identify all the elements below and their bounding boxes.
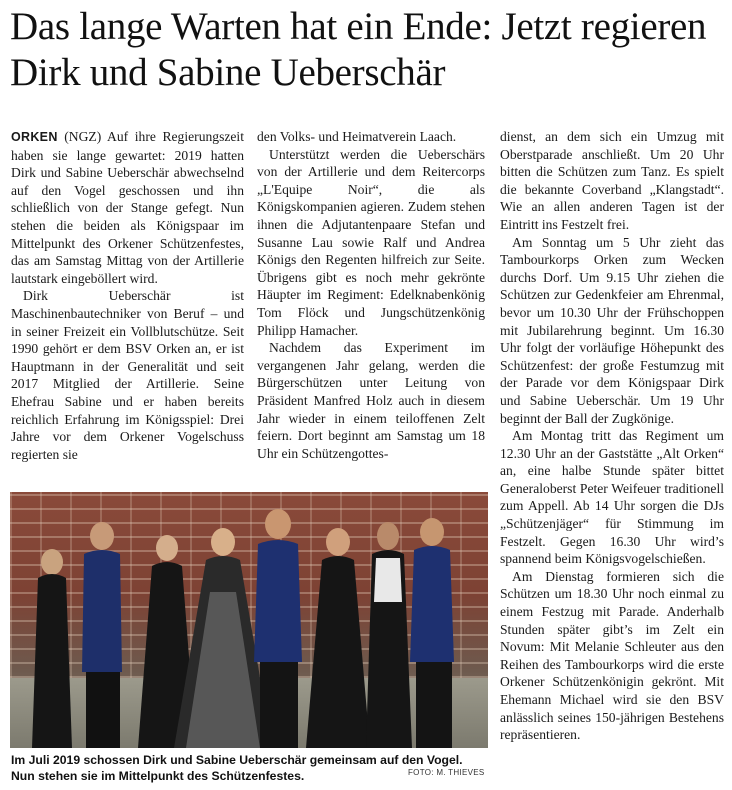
paragraph [11, 128, 244, 287]
paragraph: Am Sonntag um 5 Uhr zieht das Tambourkorps Orken zum Wecken durchs Dorf. Um 9.15 Uhr ziehen die Schützen zur Gedenkfeier am Ehrenmal, bevor um 10.30 Uhr der Frühschoppen mit Jubilarehrung beginnt. Um 16.30 Uhr folgt der vorläufige Höhepunkt des Schützenfest: der große Festumzug mit der Parade vor dem Königspaar Dirk und Sabine Ueberschär. Um 19 Uhr beginnt der Ball der Zugkönige. [500, 234, 724, 426]
article-column-3 [500, 128, 724, 744]
paragraph: dienst, an dem sich ein Umzug mit Oberstparade anschließt. Um 20 Uhr bitten die Schützen zum Tanz. Es spielt die bekannte Coverband „Klangstadt“. Wie an allen anderen Tagen ist der Eintritt ins Festzelt frei. [500, 129, 724, 232]
paragraph: Am Montag tritt das Regiment um 12.30 Uhr an der Gaststätte „Alt Orken“ an, eine halbe Stunde später bittet Generaloberst Peter Weifeuer traditionell zum Appell. Ab 14 Uhr sorgen die DJs „Schützenjäger“ für Stimmung im Festzelt. Gegen 16.30 Uhr wird’s spannend beim Königsvogelschießen. [500, 428, 724, 567]
article-headline: Das lange Warten hat ein Ende: Jetzt regieren Dirk und Sabine Ueberschär [10, 5, 707, 94]
paragraph: Nachdem das Experiment im vergangenen Jahr gelang, werden die Bürgerschützen unter Leitung von Präsident Manfred Holz auch in diesem Jahr wieder in einem teiloffenen Zelt feiern. Dort beginnt am Samstag um 18 Uhr ein Schützengottes- [257, 340, 485, 461]
article-column-1 [11, 128, 244, 463]
paragraph: Am Dienstag formieren sich die Schützen um 18.30 Uhr noch einmal zu einem Festzug mit Parade. Anderhalb Stunden später gibt’s im Zelt ein Novum: Mit Melanie Schleuter aus den Reihen des Tambourkorps wird die erste Orkener Schützenkönigin gekrönt. Mit Ehemann Michael wird sie den BSV anlässlich seines 150-jährigen Bestehens repräsentieren. [500, 568, 724, 743]
photo-caption: Im Juli 2019 schossen Dirk und Sabine Ueberschär gemeinsam auf den Vogel. Nun stehen sie im Mittelpunkt des Schützenfestes. [11, 753, 463, 783]
paragraph: den Volks- und Heimatverein Laach. [257, 129, 457, 144]
article-photo [10, 492, 488, 748]
photo-credit: FOTO: M. THIEVES [408, 768, 485, 777]
group-figures [10, 492, 488, 748]
paragraph-text: (NGZ) Auf ihre Regierungszeit haben sie lange gewartet: 2019 hatten Dirk und Sabine Ueberschär abwechselnd auf den Vogel geschossen und ihn schließlich von der Stange gefegt. Nun stehen die beiden als Königspaar im Mittelpunkt des Orkener Schützenfestes, das am Samstag Mittag von der Artillerie lautstark eingeböllert wird. [11, 129, 244, 286]
dateline: ORKEN [11, 130, 58, 144]
paragraph: Unterstützt werden die Ueberschärs von der Artillerie und dem Reitercorps „L'Equipe Noir“, die als Königskompanien agieren. Zudem stehen ihnen die Adjutantenpaare Stefan und Susanne Lau sowie Ralf und Andrea Königs den Regenten hilfreich zur Seite. Übrigens gibt es noch mehr gekrönte Häupter im Regiment: Edelknabenkönig Tom Flöck und Jungschützenkönig Philipp Hamacher. [257, 146, 485, 338]
paragraph: Dirk Ueberschär ist Maschinenbautechniker von Beruf – und in seiner Freizeit ein Vollblutschütze. Seit 1990 gehört er dem BSV Orken an, er ist Hauptmann in der Generalität und seit 2017 Mitglied der Artillerie. Seine Ehefrau Sabine und er haben bereits reichlich Erfahrung im Königsspiel: Drei Jahre vor dem Orkener Vogelschuss regierten sie [11, 288, 244, 462]
article-column-2 [257, 128, 485, 462]
